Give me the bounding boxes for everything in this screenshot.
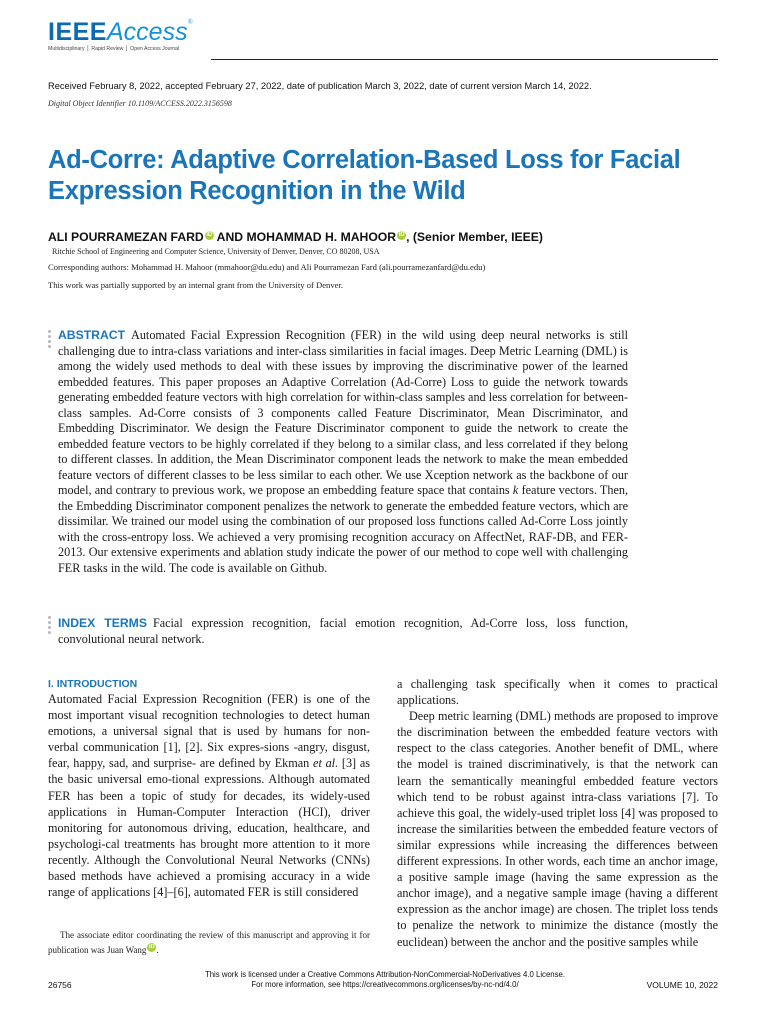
doi-line: Digital Object Identifier 10.1109/ACCESS.2022.3156598 — [48, 99, 232, 108]
orcid-icon[interactable]: iD — [206, 232, 213, 238]
header-rule — [211, 59, 718, 60]
corresponding-authors: Corresponding authors: Mohammad H. Mahoor (mmahoor@du.edu) and Ali Pourramezan Fard (ali.pourramezanfard@du.edu) — [48, 262, 486, 272]
section-marker-icon — [48, 616, 52, 636]
orcid-icon[interactable]: iD — [398, 232, 405, 238]
editor-footnote — [48, 928, 370, 958]
abstract — [58, 328, 628, 576]
logo-ieee: IEEE — [48, 18, 107, 46]
funding-note: This work was partially supported by an internal grant from the University of Denver. — [48, 280, 343, 290]
logo-access: Access — [106, 18, 188, 46]
section-heading: I. INTRODUCTION — [48, 678, 138, 690]
abstract-text-1: Automated Facial Expression Recognition (FER) in the wild using deep neural networks is still challenging due to intra-class variations and inter-class similarities in facial images. Deep Metric Learning (DML) is among the widely used methods to deal with these issues by improving the discriminative power of the learned embedded features. This paper proposes an Adaptive Correlation (Ad-Corre) Loss to guide the network towards generating embedded feature vectors with high correlation for within-class samples and less correlation for between-class samples. Ad-Corre consists of 3 components called Feature Discriminator, Mean Discriminator, and Embedding Discriminator. We design the Feature Discriminator component to guide the network to create the embedded feature vectors to be highly correlated if they belong to a similar class, and less correlated if they belong to different classes. In addition, the Mean Discriminator component leads the network to make the mean embedded feature vectors of different classes to be less similar to each other. We use Xception network as the backbone of our model, and contrary to previous work, we propose an embedding feature space that contains — [58, 328, 628, 497]
body-left-column — [48, 691, 370, 900]
abstract-label: ABSTRACT — [58, 328, 126, 342]
intro-paragraph: a challenging task specifically when it comes to practical applications. — [397, 677, 718, 708]
section-marker-icon — [48, 330, 52, 350]
license-link[interactable]: For more information, see https://creativecommons.org/licenses/by-nc-nd/4.0/ — [251, 980, 519, 989]
orcid-icon[interactable]: iD — [148, 944, 155, 950]
affiliation: Ritchie School of Engineering and Computer Science, University of Denver, Denver, CO 80208, USA — [52, 247, 380, 256]
intro-et-al: et al. — [313, 756, 339, 771]
author-1: ALI POURRAMEZAN FARD — [48, 230, 204, 244]
index-terms-text: Facial expression recognition, facial emotion recognition, Ad-Corre loss, loss function, convolutional neural network. — [58, 616, 628, 646]
license-note — [150, 970, 620, 990]
abstract-text-2: feature vectors. Then, the Embedding Discriminator component penalizes the network to generate the embedded feature vectors, which are dissimilar. We trained our model using the combination of our proposed loss functions called Ad-Corre Loss jointly with the cross-entropy loss. We achieved a very promising recognition accuracy on AffectNet, RAF-DB, and FER-2013. Our extensive experiments and ablation study indicate the power of our method to cope well with challenging FER tasks in the wild. The code is available on Github. — [58, 483, 628, 575]
abstract-k: k — [512, 483, 519, 497]
volume-label: VOLUME 10, 2022 — [646, 980, 718, 990]
author-suffix: , (Senior Member, IEEE) — [406, 230, 543, 244]
received-dates: Received February 8, 2022, accepted February 27, 2022, date of publication March 3, 2022, date of current version March 14, 2022. — [48, 81, 592, 91]
license-line-1: This work is licensed under a Creative Commons Attribution-NonCommercial-NoDerivatives 4.0 License. — [204, 970, 566, 979]
logo-trademark: ® — [187, 18, 193, 26]
author-2: MOHAMMAD H. MAHOOR — [246, 230, 397, 244]
journal-logo — [48, 18, 193, 47]
intro-paragraph: Deep metric learning (DML) methods are proposed to improve the discrimination between the embedded feature vectors with respect to the class categories. Another benefit of DML, where the model is trained discriminatively, is that the network can learn the semantically meaningful embedded feature vectors which tend to be robust against intra-class variations [7]. To achieve this goal, the widely-used triplet loss [4] was proposed to increase the similarities between the embedded feature vectors of similar expressions while increasing the differences between different expressions. In other words, each time an anchor image, a positive sample image (having the same expression as the anchor image), and a negative sample image (having a different expression as the anchor image) are chosen. The triplet loss tends to penalize the network to minimize the distance (mostly the euclidean) between the anchor and the positive samples while — [397, 709, 718, 949]
intro-text-1: Automated Facial Expression Recognition (FER) is one of the most important visual recognition technologies to detect human emotions, a universal signal that is used by humans for non-verbal communication [1], [2]. Six expres-sions -angry, disgust, fear, happy, sad, and surprise- are defined by Ekman — [48, 692, 370, 771]
footnote-end: . — [156, 945, 159, 955]
body-right-column — [397, 676, 718, 950]
intro-text-2: [3] as the basic universal emo-tional expressions. Although automated FER has been a topic of study for decades, its widely-used applications in Human-Computer Interaction (HCI), driver monitoring for autonomous driving, education, healthcare, and psychologi-cal treatments has brought more attention to it more recently. Although the Convolutional Neural Networks (CNNs) based methods have achieved a promising accuracy in a wide range of applications [4]–[6], automated FER is still considered — [48, 756, 371, 900]
index-terms-label: INDEX TERMS — [58, 616, 147, 630]
author-line — [48, 230, 543, 244]
author-and: AND — [213, 230, 247, 244]
paper-title: Ad-Corre: Adaptive Correlation-Based Loss for Facial Expression Recognition in the Wild — [48, 146, 681, 205]
index-terms — [58, 616, 628, 647]
page-number: 26756 — [48, 980, 72, 990]
footnote-text: The associate editor coordinating the review of this manuscript and approving it for publication was Juan Wang — [48, 930, 370, 955]
journal-tagline: Multidisciplinary ⎪ Rapid Review ⎪ Open Access Journal — [48, 46, 180, 52]
